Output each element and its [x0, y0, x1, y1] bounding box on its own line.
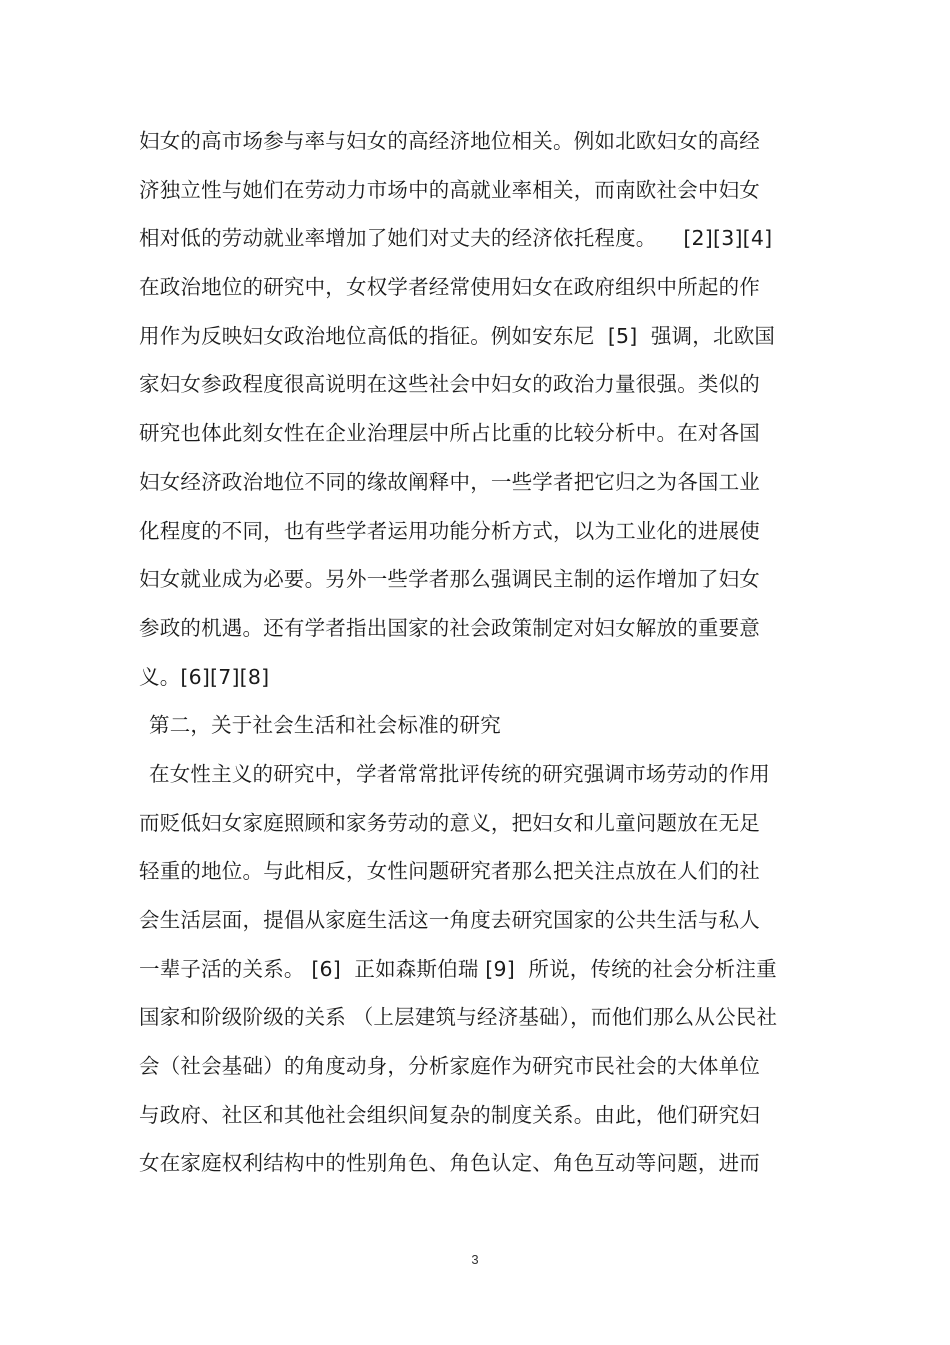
text-line: 轻重的地位。与此相反，女性问题研究者那么把关注点放在人们的社	[139, 859, 760, 884]
text-line: 会（社会基础）的角度动身，分析家庭作为研究市民社会的大体单位	[139, 1054, 760, 1079]
body-text	[139, 124, 819, 1195]
text-line: 家妇女参政程度很高说明在这些社会中妇女的政治力量很强。类似的	[139, 372, 760, 397]
text-line: 研究也体此刻女性在企业治理层中所占比重的比较分析中。在对各国	[139, 421, 760, 446]
text-line: 国家和阶级阶级的关系 （上层建筑与经济基础），而他们那么从公民社	[139, 1005, 778, 1030]
text-line: 女在家庭权利结构中的性别角色、角色认定、角色互动等问题，进而	[139, 1151, 760, 1176]
text-line: 妇女的高市场参与率与妇女的高经济地位相关。例如北欧妇女的高经	[139, 129, 760, 153]
text-line: 一辈子活的关系。 [6] 正如森斯伯瑞 [9] 所说，传统的社会分析注重	[139, 956, 777, 981]
section-heading: 第二，关于社会生活和社会标准的研究	[149, 713, 501, 738]
text-line: 义。[6][7][8]	[139, 664, 270, 689]
text-line: 与政府、社区和其他社会组织间复杂的制度关系。由此，他们研究妇	[139, 1102, 760, 1127]
text-line: 济独立性与她们在劳动力市场中的高就业率相关，而南欧社会中妇女	[139, 177, 760, 202]
text-line: 相对低的劳动就业率增加了她们对丈夫的经济依托程度。 [2][3][4]	[139, 226, 773, 251]
text-line: 妇女经济政治地位不同的缘故阐释中，一些学者把它归之为各国工业	[139, 469, 760, 494]
text-line: 用作为反映妇女政治地位高低的指征。例如安东尼 [5] 强调，北欧国	[139, 323, 776, 348]
text-line: 会生活层面，提倡从家庭生活这一角度去研究国家的公共生活与私人	[139, 908, 760, 932]
text-line: 在女性主义的研究中，学者常常批评传统的研究强调市场劳动的作用	[149, 761, 770, 786]
text-line: 化程度的不同，也有些学者运用功能分析方式，以为工业化的进展使	[139, 518, 760, 543]
text-line: 而贬低妇女家庭照顾和家务劳动的意义，把妇女和儿童问题放在无足	[139, 810, 760, 835]
text-line: 妇女就业成为必要。另外一些学者那么强调民主制的运作增加了妇女	[139, 567, 760, 592]
text-line: 参政的机遇。还有学者指出国家的社会政策制定对妇女解放的重要意	[139, 615, 760, 640]
text-line: 在政治地位的研究中，女权学者经常使用妇女在政府组织中所起的作	[139, 275, 760, 300]
page-number: 3	[471, 1252, 479, 1267]
